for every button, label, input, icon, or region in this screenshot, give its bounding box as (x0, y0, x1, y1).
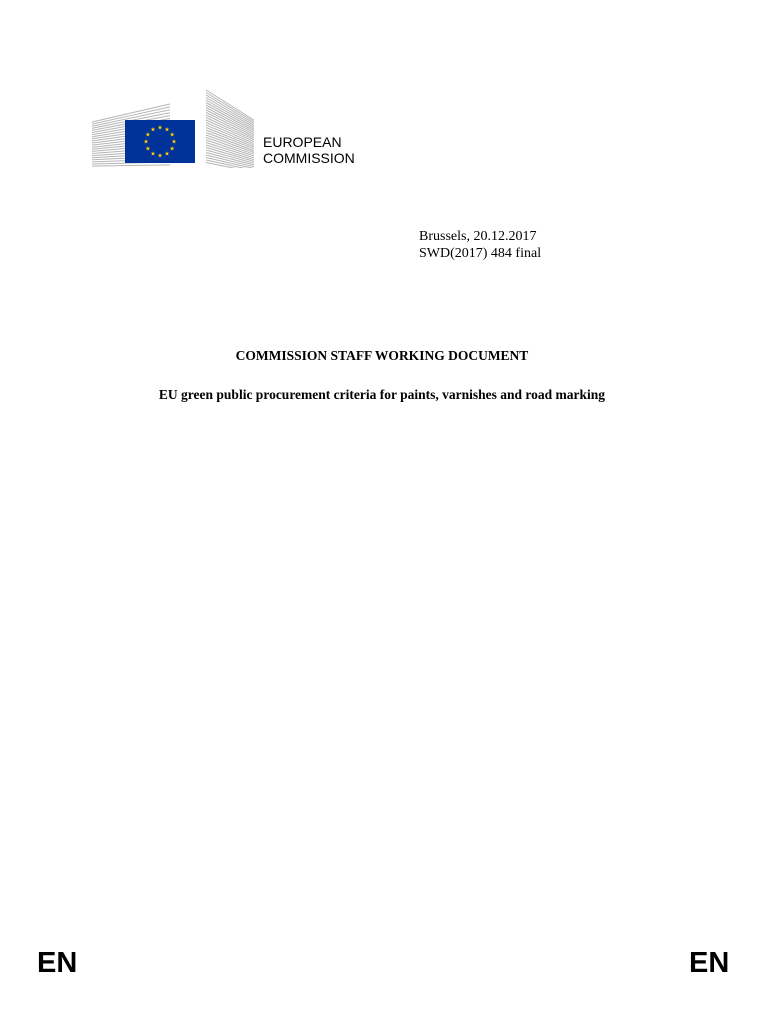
document-meta (419, 228, 541, 262)
document-reference: SWD(2017) 484 final (419, 246, 542, 261)
language-code-left: EN (37, 947, 78, 979)
document-type: COMMISSION STAFF WORKING DOCUMENT (235, 348, 529, 363)
place-date: Brussels, 20.12.2017 (419, 229, 537, 244)
organization-name-line-2: COMMISSION (263, 150, 355, 166)
document-title: EU green public procurement criteria for paints, varnishes and road marking (158, 387, 606, 402)
european-commission-logo (90, 88, 260, 168)
organization-name-line-1: EUROPEAN (263, 134, 342, 150)
language-code-right: EN (689, 947, 730, 979)
organization-name (263, 134, 355, 166)
commission-building-icon (90, 88, 260, 168)
